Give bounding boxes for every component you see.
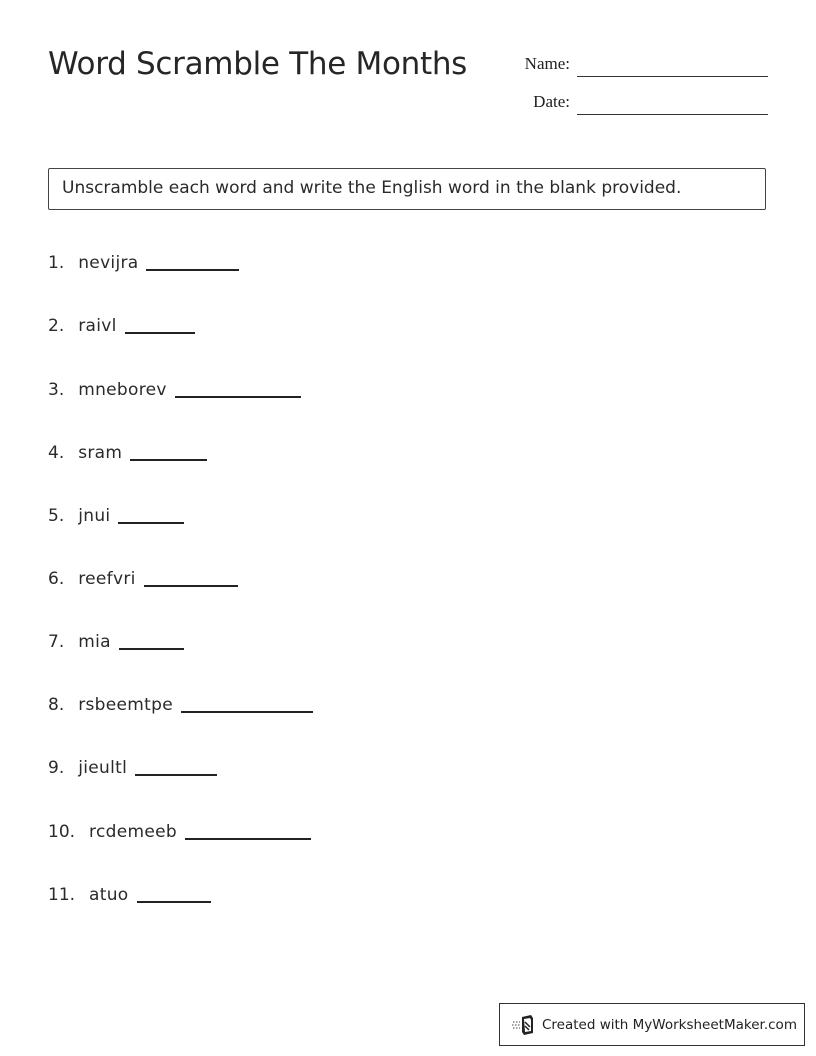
answer-blank[interactable] bbox=[181, 710, 313, 713]
answer-blank[interactable] bbox=[130, 458, 207, 461]
date-label: Date: bbox=[533, 92, 570, 111]
scrambled-word: nevijra bbox=[78, 253, 139, 273]
scrambled-word: atuo bbox=[89, 885, 129, 905]
question-number: 3. bbox=[48, 380, 65, 400]
answer-blank[interactable] bbox=[119, 647, 184, 650]
name-line[interactable] bbox=[577, 76, 768, 77]
question-number: 5. bbox=[48, 506, 65, 526]
footer-badge[interactable] bbox=[499, 1003, 805, 1046]
answer-blank[interactable] bbox=[144, 584, 238, 587]
worksheet-title: Word Scramble The Months bbox=[48, 46, 468, 82]
question-item bbox=[48, 695, 313, 715]
answer-blank[interactable] bbox=[146, 268, 239, 271]
scrambled-word: reefvri bbox=[78, 569, 136, 589]
instructions-box: Unscramble each word and write the English word in the blank provided. bbox=[48, 168, 766, 210]
question-item bbox=[48, 632, 184, 652]
scrambled-word: jieultl bbox=[78, 758, 128, 778]
answer-blank[interactable] bbox=[118, 521, 184, 524]
question-item bbox=[48, 380, 301, 400]
scrambled-word: rcdemeeb bbox=[89, 822, 177, 842]
answer-blank[interactable] bbox=[185, 837, 311, 840]
footer-text: Created with MyWorksheetMaker.com bbox=[542, 1016, 797, 1033]
question-item bbox=[48, 443, 207, 463]
question-number: 6. bbox=[48, 569, 65, 589]
answer-blank[interactable] bbox=[175, 395, 301, 398]
question-number: 4. bbox=[48, 443, 65, 463]
answer-blank[interactable] bbox=[137, 900, 211, 903]
date-line[interactable] bbox=[577, 114, 768, 115]
question-number: 8. bbox=[48, 695, 65, 715]
scrambled-word: mneborev bbox=[78, 380, 167, 400]
scrambled-word: mia bbox=[78, 632, 111, 652]
worksheet-maker-logo-icon bbox=[512, 1014, 536, 1036]
scrambled-word: raivl bbox=[78, 316, 117, 336]
scrambled-word: sram bbox=[78, 443, 123, 463]
answer-blank[interactable] bbox=[135, 773, 217, 776]
question-number: 11. bbox=[48, 885, 76, 905]
question-item bbox=[48, 316, 195, 336]
question-number: 1. bbox=[48, 253, 65, 273]
question-number: 9. bbox=[48, 758, 65, 778]
scrambled-word: jnui bbox=[78, 506, 111, 526]
answer-blank[interactable] bbox=[125, 331, 195, 334]
question-number: 2. bbox=[48, 316, 65, 336]
question-item bbox=[48, 758, 217, 778]
question-item bbox=[48, 885, 211, 905]
question-item bbox=[48, 569, 238, 589]
scrambled-word: rsbeemtpe bbox=[78, 695, 173, 715]
question-number: 7. bbox=[48, 632, 65, 652]
name-label: Name: bbox=[524, 54, 570, 73]
question-number: 10. bbox=[48, 822, 76, 842]
question-item bbox=[48, 253, 239, 273]
question-item bbox=[48, 822, 311, 842]
question-item bbox=[48, 506, 184, 526]
